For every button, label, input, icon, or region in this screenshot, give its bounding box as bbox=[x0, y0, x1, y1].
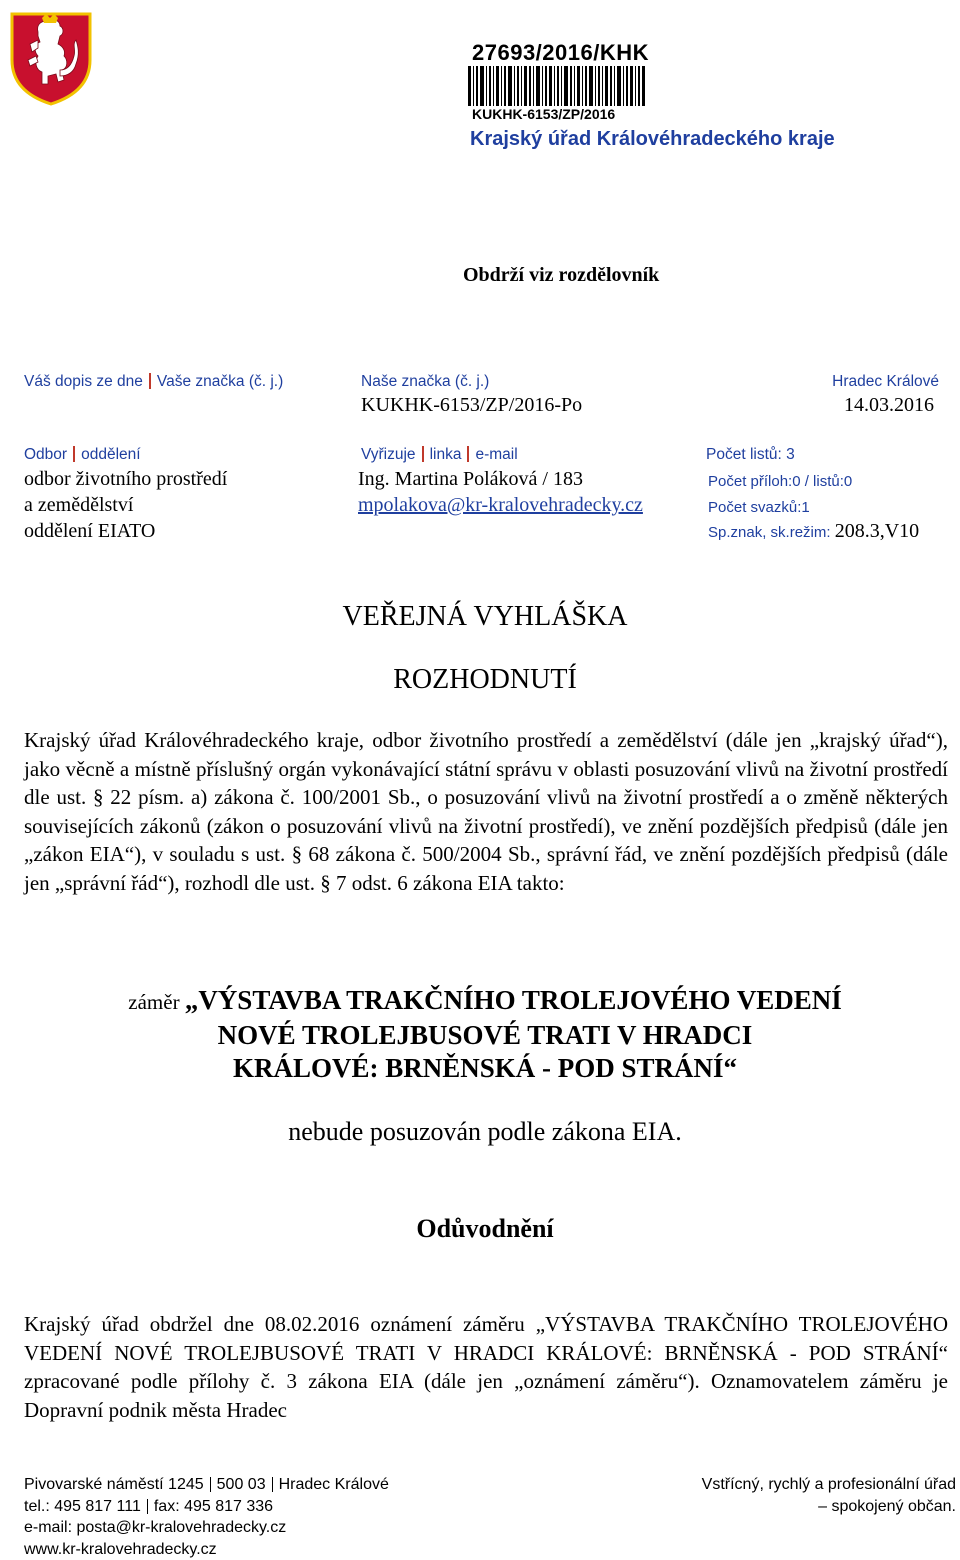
motto-line-1: Vstřícný, rychlý a profesionální úřad bbox=[702, 1474, 956, 1496]
separator bbox=[147, 1499, 148, 1514]
label-handled-by: Vyřizuje bbox=[361, 446, 416, 463]
sheets-count: Počet listů: 3 bbox=[706, 446, 795, 464]
department-line-2: a zemědělství bbox=[24, 494, 133, 517]
handler-name: Ing. Martina Poláková / 183 bbox=[358, 468, 583, 491]
label-email: e-mail bbox=[475, 446, 517, 463]
separator bbox=[73, 446, 75, 462]
reasoning-paragraph: Krajský úřad obdržel dne 08.02.2016 oznámení záměru „VÝSTAVBA TRAKČNÍHO TROLEJOVÉHO VEDENÍ NOVÉ TROLEJBUSOVÉ TRATI V HRADCI KRÁLOVÉ: BRNĚNSKÁ - POD STRÁNÍ“ zpracované podle přílohy č. 3 zákona EIA (dále jen „oznámení záměru“). Oznamovatelem záměru je Dopravní podnik města Hradec bbox=[24, 1310, 948, 1424]
motto-line-2: – spokojený občan. bbox=[702, 1496, 956, 1518]
separator bbox=[272, 1477, 273, 1492]
reasoning-title: Odůvodnění bbox=[0, 1214, 960, 1244]
place-label: Hradec Králové bbox=[832, 373, 939, 391]
department-line-3: oddělení EIATO bbox=[24, 520, 155, 543]
project-name bbox=[0, 984, 960, 1085]
label-line: linka bbox=[430, 446, 462, 463]
footer-contact bbox=[24, 1474, 389, 1560]
handler-email-link[interactable]: mpolakova@kr-kralovehradecky.cz bbox=[358, 494, 643, 517]
footer-motto bbox=[702, 1474, 956, 1517]
ref-labels-left bbox=[24, 373, 283, 391]
label-your-ref: Vaše značka (č. j.) bbox=[157, 373, 283, 390]
label-your-letter-date: Váš dopis ze dne bbox=[24, 373, 143, 390]
project-name-line-2: NOVÉ TROLEJBUSOVÉ TRATI V HRADCI bbox=[0, 1019, 960, 1052]
handler-labels bbox=[361, 446, 518, 464]
project-prefix: záměr bbox=[128, 990, 185, 1014]
footer-address: Pivovarské náměstí 1245 500 03 Hradec Králové bbox=[24, 1474, 389, 1496]
barcode bbox=[468, 66, 646, 106]
verdict: nebude posuzován podle zákona EIA. bbox=[0, 1117, 960, 1147]
decision-title: ROZHODNUTÍ bbox=[0, 664, 960, 696]
bundles-count: Počet svazků:1 bbox=[708, 499, 810, 516]
date-value: 14.03.2016 bbox=[844, 394, 934, 417]
file-mark bbox=[708, 520, 919, 543]
file-mark-label: Sp.znak, sk.režim: bbox=[708, 524, 835, 541]
recipient-note: Obdrží viz rozdělovník bbox=[463, 264, 659, 287]
intro-paragraph: Krajský úřad Královéhradeckého kraje, odbor životního prostředí a zemědělství (dále jen „krajský úřad“), jako věcně a místně příslušný orgán vykonávající státní správu v oblasti posuzování vlivů na životní prostředí dle ust. § 22 písm. a) zákona č. 100/2001 Sb., o posuzování vlivů na životní prostředí a o změně některých souvisejících zákonů (zákon o posuzování vlivů na životní prostředí), ve znění pozdějších předpisů (dále jen „zákon EIA“), v souladu s ust. § 68 zákona č. 500/2004 Sb., správní řád, ve znění pozdějších předpisů (dále jen „správní řád“), rozhodl dle ust. § 7 odst. 6 zákona EIA takto: bbox=[24, 726, 948, 898]
separator bbox=[467, 446, 469, 462]
barcode-caption: KUKHK-6153/ZP/2016 bbox=[472, 106, 615, 122]
notice-title: VEŘEJNÁ VYHLÁŠKA bbox=[0, 601, 960, 633]
project-name-line-3: KRÁLOVÉ: BRNĚNSKÁ - POD STRÁNÍ“ bbox=[0, 1052, 960, 1085]
barcode-number: 27693/2016/KHK bbox=[472, 40, 649, 66]
separator bbox=[210, 1477, 211, 1492]
label-our-ref: Naše značka (č. j.) bbox=[361, 373, 489, 391]
coat-of-arms-lion-emblem bbox=[8, 10, 94, 106]
footer-web: www.kr-kralovehradecky.cz bbox=[24, 1539, 389, 1560]
footer-phone-fax: tel.: 495 817 111 fax: 495 817 336 bbox=[24, 1496, 389, 1518]
label-department: Odbor bbox=[24, 446, 67, 463]
department-line-1: odbor životního prostředí bbox=[24, 468, 227, 491]
file-mark-value: 208.3,V10 bbox=[835, 520, 919, 542]
dept-labels bbox=[24, 446, 141, 464]
label-section: oddělení bbox=[81, 446, 140, 463]
separator bbox=[422, 446, 424, 462]
footer-email: e-mail: posta@kr-kralovehradecky.cz bbox=[24, 1517, 389, 1539]
separator bbox=[149, 373, 151, 389]
authority-name: Krajský úřad Královéhradeckého kraje bbox=[470, 128, 835, 151]
project-name-line-1: záměr „VÝSTAVBA TRAKČNÍHO TROLEJOVÉHO VEDENÍ bbox=[0, 984, 960, 1019]
attachments-count: Počet příloh:0 / listů:0 bbox=[708, 473, 852, 490]
our-ref-value: KUKHK-6153/ZP/2016-Po bbox=[361, 394, 582, 417]
